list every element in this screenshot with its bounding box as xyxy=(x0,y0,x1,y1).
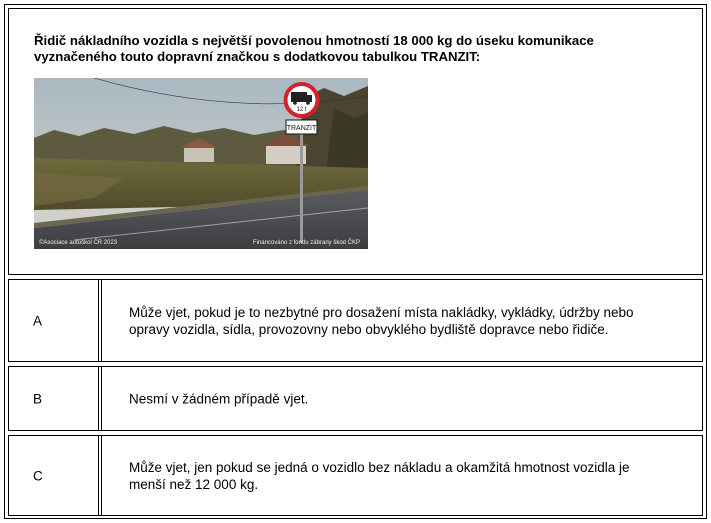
answer-text: Může vjet, jen pokud se jedná o vozidlo bez nákladu a okamžitá hmotnost vozidla je menší než 12 000 kg. xyxy=(129,459,630,492)
answer-option-b[interactable] xyxy=(8,366,703,431)
photo-funding-note: Financováno z fondu zábrany škod ČKP xyxy=(252,240,360,246)
answer-letter-cell xyxy=(9,280,102,361)
sign-weight-label: 12 t xyxy=(296,107,307,113)
answer-option-a[interactable] xyxy=(8,279,703,362)
answer-letter-cell xyxy=(9,436,102,515)
question-photo xyxy=(34,78,368,249)
question-text: Řidič nákladního vozidla s největší povolenou hmotností 18 000 kg do úseku komunikace vyznačeného touto dopravní značkou s dodatkovou tabulkou TRANZIT: xyxy=(34,33,594,64)
answer-text: Nesmí v žádném případě vjet. xyxy=(129,391,309,406)
answer-option-c[interactable] xyxy=(8,435,703,516)
answer-letter: C xyxy=(33,468,43,483)
answer-text: Může vjet, pokud je to nezbytné pro dosažení místa nakládky, vykládky, údržby nebo opravy vozidla, sídla, provozovny nebo obvyklého bydliště dopravce nebo řidiče. xyxy=(129,304,634,337)
tranzit-plate-label: TRANZIT xyxy=(286,125,317,132)
road-scene-image xyxy=(34,78,368,249)
question-panel xyxy=(8,8,703,275)
answer-letter: A xyxy=(33,313,43,328)
answer-letter: B xyxy=(33,391,43,406)
photo-copyright: ©Asociace autoškol ČR 2023 xyxy=(39,240,118,246)
answer-letter-cell xyxy=(9,367,102,430)
